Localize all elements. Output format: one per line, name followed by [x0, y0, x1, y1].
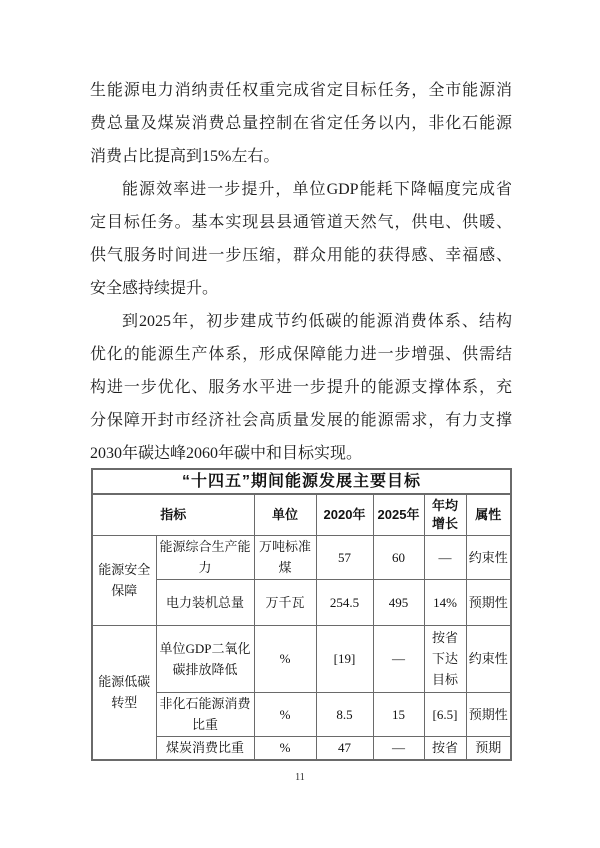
- v2020-cell: 57: [316, 535, 373, 579]
- unit-cell: %: [254, 692, 316, 736]
- group-cell: 能源安全保障: [92, 535, 156, 625]
- paragraph: [90, 173, 512, 305]
- v2020-cell: 47: [316, 736, 373, 760]
- growth-cell: [6.5]: [424, 692, 466, 736]
- text-line: 2030年碳达峰2060年碳中和目标实现。: [90, 445, 363, 462]
- attribute-cell: 预期性: [466, 579, 511, 625]
- attribute-cell: 预期性: [466, 692, 511, 736]
- table-title-row: [92, 469, 511, 494]
- body-text: [90, 74, 512, 470]
- header-attribute: 属性: [466, 494, 511, 535]
- table-row: [92, 625, 511, 692]
- text-line: 到2025年，初步建成节约低碳的能源消费体系、结构: [122, 313, 512, 330]
- indicator-cell: 煤炭消费比重: [156, 736, 254, 760]
- v2025-cell: —: [373, 625, 424, 692]
- table-header-row: [92, 494, 511, 535]
- group-cell: 能源低碳转型: [92, 625, 156, 760]
- text-line: 分保障开封市经济社会高质量发展的能源需求，有力支撑: [90, 412, 512, 429]
- header-indicator: 指标: [92, 494, 254, 535]
- text-line: 费总量及煤炭消费总量控制在省定任务以内，非化石能源: [90, 115, 512, 132]
- table-row: [92, 535, 511, 579]
- v2020-cell: [19]: [316, 625, 373, 692]
- v2025-cell: 495: [373, 579, 424, 625]
- text-line: 构进一步优化、服务水平进一步提升的能源支撑体系，充: [90, 379, 512, 396]
- text-line: 定目标任务。基本实现县县通管道天然气，供电、供暖、: [90, 214, 512, 231]
- unit-cell: %: [254, 736, 316, 760]
- text-line: 能源效率进一步提升，单位GDP能耗下降幅度完成省: [122, 181, 512, 198]
- attribute-cell: 约束性: [466, 535, 511, 579]
- v2020-cell: 8.5: [316, 692, 373, 736]
- unit-cell: 万千瓦: [254, 579, 316, 625]
- v2025-cell: —: [373, 736, 424, 760]
- v2020-cell: 254.5: [316, 579, 373, 625]
- attribute-cell: 约束性: [466, 625, 511, 692]
- header-2020: 2020年: [316, 494, 373, 535]
- indicator-cell: 非化石能源消费比重: [156, 692, 254, 736]
- unit-cell: 万吨标准煤: [254, 535, 316, 579]
- text-line: 供气服务时间进一步压缩，群众用能的获得感、幸福感、: [90, 247, 512, 264]
- header-annual-growth: 年均增长: [424, 494, 466, 535]
- text-line: 生能源电力消纳责任权重完成省定目标任务，全市能源消: [90, 82, 512, 99]
- unit-cell: %: [254, 625, 316, 692]
- paragraph: [90, 305, 512, 470]
- v2025-cell: 15: [373, 692, 424, 736]
- table-title: “十四五”期间能源发展主要目标: [92, 469, 511, 494]
- text-line: 消费占比提高到15%左右。: [90, 148, 280, 165]
- paragraph: [90, 74, 512, 173]
- text-line: 优化的能源生产体系，形成保障能力进一步增强、供需结: [90, 346, 512, 363]
- targets-table: [91, 468, 512, 761]
- growth-cell: —: [424, 535, 466, 579]
- indicator-cell: 单位GDP二氧化碳排放降低: [156, 625, 254, 692]
- growth-cell: 按省: [424, 736, 466, 760]
- attribute-cell: 预期: [466, 736, 511, 760]
- indicator-cell: 能源综合生产能力: [156, 535, 254, 579]
- header-unit: 单位: [254, 494, 316, 535]
- growth-cell: 14%: [424, 579, 466, 625]
- growth-cell: 按省下达目标: [424, 625, 466, 692]
- v2025-cell: 60: [373, 535, 424, 579]
- targets-table-wrap: [91, 468, 510, 761]
- text-line: 安全感持续提升。: [90, 280, 219, 297]
- page-number: 11: [295, 772, 305, 783]
- indicator-cell: 电力装机总量: [156, 579, 254, 625]
- header-2025: 2025年: [373, 494, 424, 535]
